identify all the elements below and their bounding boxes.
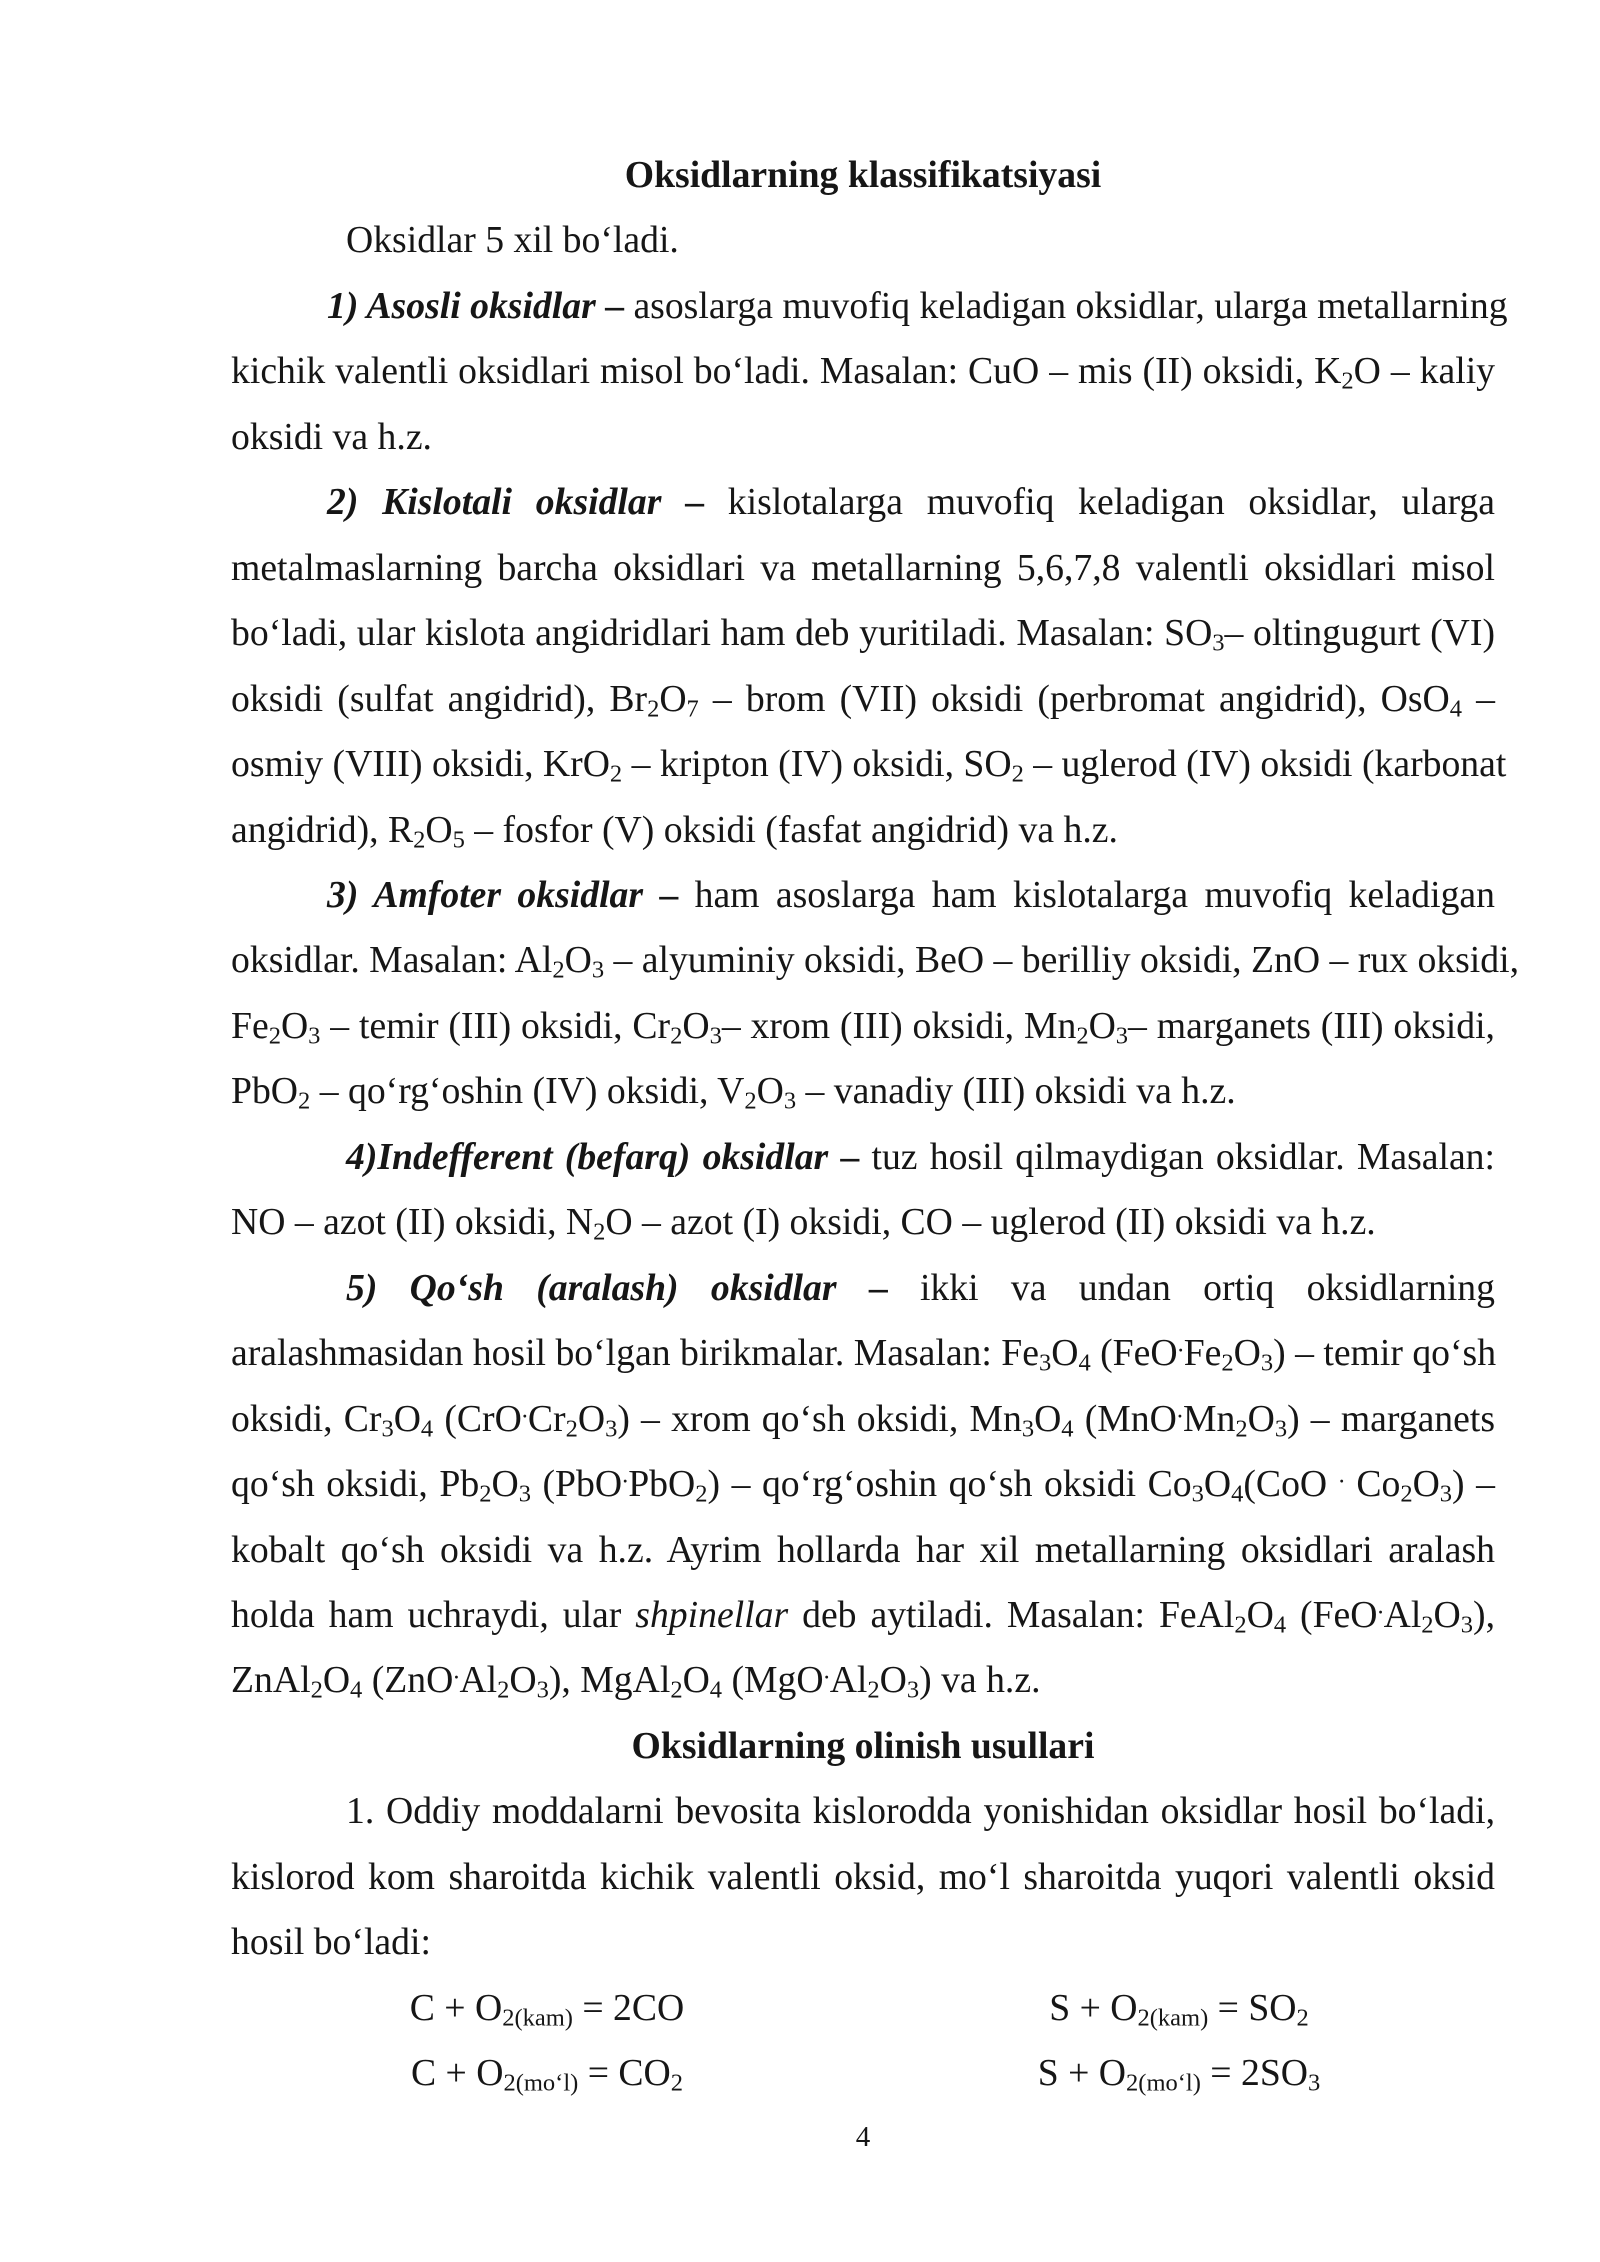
text-run: = 2SO [1200,2052,1308,2095]
text-run: PbO [231,1070,299,1113]
subscript: 2 [647,695,660,723]
text-run: – temir (III) oksidi, Cr [320,1004,671,1047]
text-line [231,1059,1495,1124]
subscript: 2 [1341,367,1354,395]
text-line [231,1518,1495,1583]
text-line [231,732,1507,797]
subscript: 3 [783,1087,797,1115]
text-run: oksidlar. Masalan: Al [231,939,553,982]
subscript: 2 [695,1480,708,1508]
subscript: 2(mo‘l) [1126,2069,1201,2097]
text-run: (ZnO [362,1659,454,1702]
text-line [863,2041,1495,2106]
text-run: – [1462,677,1495,720]
text-run: kislotalarga muvofiq keladigan oksidlar, ularga [704,481,1496,524]
text-run: metalmaslarning barcha oksidlari va metallarning 5,6,7,8 valentli oksidlari misol [231,546,1495,589]
equation-sulfur-excess-oxygen [863,2041,1495,2106]
subscript: 2 [670,1022,683,1050]
text-run: ) – xrom qo‘sh oksidi, Mn [617,1397,1022,1440]
text-run: Al [1383,1593,1422,1636]
emphasis: shpinellar [635,1593,789,1636]
paragraph-mixed-oxides [231,1256,1495,1714]
text-run: kislorod kom sharoitda kichik valentli oksid, mo‘l sharoitda yuqori valentli oksid [231,1855,1495,1898]
subscript: 2(mo‘l) [503,2069,579,2097]
subscript: 2 [1400,1480,1413,1508]
text-run: O [682,1659,710,1702]
text-run: O – kaliy [1353,350,1496,393]
text-run: ) – temir qo‘sh [1273,1332,1497,1375]
text-run: (FeO [1090,1332,1178,1375]
text-run: O [577,1397,606,1440]
subscript: 2 [565,1415,578,1442]
text-run: Cr [527,1397,566,1440]
carbon-reactions-column [231,1976,863,2107]
subscript: 3 [1191,1480,1204,1508]
text-run: O [659,677,687,720]
text-run: = 2CO [572,1986,685,2029]
text-line [231,1190,1495,1255]
text-run: (MnO [1073,1397,1177,1440]
text-line [231,470,1495,535]
text-run: (PbO [530,1463,623,1506]
text-line [231,1583,1495,1648]
text-run: ham asoslarga ham kislotalarga muvofiq keladigan [678,873,1496,916]
text-run: ) – [1452,1463,1495,1506]
text-line [231,1779,1495,1844]
text-line [231,667,1495,732]
equation-sulfur-limited-oxygen [863,1976,1495,2041]
subscript: 2 [670,1676,683,1704]
text-run: Fe [1183,1332,1222,1375]
text-line [231,1321,1495,1386]
text-run: ) va h.z. [919,1659,1041,1702]
page-number: 4 [855,2121,871,2153]
text-run: – vanadiy (III) oksidi va h.z. [796,1070,1236,1113]
subscript: 3 [518,1480,531,1508]
page-body [231,143,1520,2107]
text-run: C + O [411,2052,504,2095]
text-run: PbO [628,1463,696,1506]
paragraph-indifferent-oxides [231,1125,1495,1256]
text-run: = CO [578,2052,671,2095]
text-run: NO – azot (II) oksidi, N [231,1201,594,1244]
equation-carbon-excess-oxygen [231,2041,863,2106]
subscript: 4 [350,1676,363,1704]
text-run: hosil bo‘ladi: [231,1921,431,1964]
text-line [231,274,1508,339]
text-run: holda ham uchraydi, ular [231,1593,636,1636]
subscript: 3 [605,1415,618,1442]
term-label: 4)Indefferent (befarq) oksidlar [346,1135,829,1178]
text-run: kichik valentli oksidlari misol bo‘ladi. Masalan: CuO – mis (II) oksidi, K [231,350,1342,393]
text-run: O [1412,1463,1440,1506]
text-run: – uglerod (IV) oksidi (karbonat [1023,743,1507,786]
subscript: 3 [591,956,605,984]
text-line [231,601,1495,666]
subscript: 2 [497,1676,510,1704]
text-run: (CoO [1243,1463,1339,1506]
subscript: 2 [1076,1022,1089,1050]
subscript: 3 [1038,1349,1052,1377]
text-run: O [1203,1463,1232,1506]
text-run: oksidi, Cr [231,1397,382,1440]
superscript: . [823,1657,830,1685]
subscript: 2 [1011,760,1024,788]
text-run: (MgO [722,1659,824,1702]
subscript: 2 [268,1022,281,1050]
subscript: 3 [1308,2069,1321,2097]
text-run: (CrO [433,1397,522,1440]
sulfur-reactions-column [863,1976,1495,2107]
subscript: 2 [593,1218,606,1246]
text-run: S + O [1049,1986,1138,2029]
text-run: O [1433,1593,1461,1636]
subscript: 2(kam) [502,2004,573,2032]
text-run: S + O [1037,2052,1127,2095]
text-run: ), [1473,1593,1495,1636]
text-run: O [280,1004,309,1047]
term-dash: – [595,284,625,327]
text-run: – fosfor (V) oksidi (fasfat angidrid) va h.z. [464,808,1118,851]
text-line [231,2041,863,2106]
subscript: 4 [1449,695,1463,723]
subscript: 2 [867,1676,880,1704]
text-run: (FeO [1286,1593,1378,1636]
subscript: 2 [609,760,623,788]
text-run: – marganets (III) oksidi, [1128,1004,1495,1047]
superscript: . [453,1657,460,1685]
subscript: 2 [1296,2004,1309,2032]
subscript: 2 [552,956,565,984]
text-run: O [1051,1332,1079,1375]
subscript: 3 [1274,1415,1288,1442]
text-run: O [879,1659,907,1702]
subscript: 3 [906,1676,920,1704]
text-line [231,994,1495,1059]
text-line [231,928,1520,993]
text-run: – brom (VII) oksidi (perbromat angidrid), OsO [698,677,1450,720]
superscript: . [1338,1461,1345,1489]
text-run: ) – qo‘rg‘oshin qo‘sh oksidi Co [707,1463,1192,1506]
text-line [231,1648,1495,1713]
text-run: O [756,1070,784,1113]
text-run: Co [1344,1463,1401,1506]
text-run: – alyuminiy oksidi, BeO – berilliy oksidi, ZnO – rux oksidi, [604,939,1520,982]
term-label: 2) Kislotali oksidlar [327,481,662,524]
subscript: 2 [744,1087,757,1115]
text-run: aralashmasidan hosil bo‘lgan birikmalar. Masalan: Fe [231,1332,1039,1375]
paragraph-acidic-oxides [231,470,1507,863]
subscript: 5 [452,825,465,853]
text-line [231,863,1495,928]
subscript: 3 [709,1022,722,1050]
text-run: Al [829,1659,868,1702]
text-line [231,798,1495,863]
text-run: Mn [1182,1397,1236,1440]
subscript: 3 [1212,629,1225,657]
text-run: oksidi va h.z. [231,415,432,458]
text-run: – xrom (III) oksidi, Mn [721,1004,1077,1047]
term-label: 3) Amfoter oksidlar [327,873,644,916]
subscript: 3 [536,1676,549,1704]
text-run: ZnAl [231,1659,311,1702]
superscript: . [622,1461,629,1489]
term-dash: – [661,481,705,524]
text-run: O [425,808,453,851]
equation-carbon-limited-oxygen [231,1976,863,2041]
subscript: 2 [413,825,426,853]
subscript: 2 [1221,1349,1234,1377]
text-run: ) – marganets [1287,1397,1496,1440]
subscript: 2 [1421,1611,1434,1639]
term-label: 5) Qo‘sh (aralash) oksidlar [346,1266,837,1309]
text-run: O – azot (I) oksidi, CO – uglerod (II) oksidi va h.z. [605,1201,1376,1244]
superscript: . [1176,1396,1183,1424]
paragraph-basic-oxides [231,274,1508,470]
text-run: O [509,1659,537,1702]
subscript: 4 [1231,1480,1244,1508]
text-run: O [322,1659,351,1702]
text-line [863,1976,1495,2041]
text-run: O [393,1397,421,1440]
subscript: 2 [1234,1611,1247,1639]
subscript: 2(kam) [1137,2004,1209,2032]
subscript: 4 [1273,1611,1287,1639]
text-run: O [682,1004,710,1047]
text-run: asoslarga muvofiq keladigan oksidlar, ularga metallarning [624,284,1508,327]
superscript: . [521,1396,528,1424]
text-line [231,339,1495,404]
reaction-equations-table [231,1976,1495,2107]
subscript: 3 [1460,1611,1474,1639]
subscript: 2 [298,1087,311,1115]
text-line [231,536,1495,601]
subscript: 4 [709,1676,723,1704]
text-run: angidrid), R [231,808,414,851]
text-run: O [1034,1397,1062,1440]
text-run: ikki va undan ortiq oksidlarning [887,1266,1495,1309]
text-line [231,1910,1495,1975]
superscript: . [1377,1592,1384,1620]
term-dash: – [836,1266,888,1309]
subscript: 2 [479,1480,492,1508]
text-run: oksidi (sulfat angidrid), Br [231,677,648,720]
section-heading-classification: Oksidlarning klassifikatsiyasi [624,154,1102,196]
text-run: kobalt qo‘sh oksidi va h.z. Ayrim hollarda har xil metallarning oksidlari aralash [231,1528,1495,1571]
text-run: O [1247,1397,1275,1440]
text-run: qo‘sh oksidi, Pb [231,1463,480,1506]
text-line [231,1387,1495,1452]
text-run: – oltingugurt (VI) [1224,612,1495,655]
subscript: 4 [1061,1415,1074,1442]
text-run: C + O [409,1986,503,2029]
text-run: – qo‘rg‘oshin (IV) oksidi, V [310,1070,745,1113]
text-run: ), MgAl [548,1659,671,1702]
text-run: bo‘ladi, ular kislota angidridlari ham deb yuritiladi. Masalan: SO [231,612,1213,655]
text-run: 1. Oddiy moddalarni bevosita kislorodda yonishidan oksidlar hosil bo‘ladi, [346,1790,1495,1833]
text-run: deb aytiladi. Masalan: FeAl [788,1593,1235,1636]
text-run: Fe [231,1004,269,1047]
text-run: = SO [1208,1986,1297,2029]
subscript: 2 [310,1676,323,1704]
text-line [231,1845,1495,1910]
subscript: 2 [1235,1415,1248,1442]
subscript: 3 [381,1415,394,1442]
subscript: 3 [1260,1349,1274,1377]
section-heading-preparation: Oksidlarning olinish usullari [631,1724,1095,1767]
text-run: O [491,1463,519,1506]
subscript: 4 [420,1415,434,1442]
subscript: 4 [1078,1349,1091,1377]
superscript: . [1177,1330,1184,1358]
text-line [231,208,1495,273]
text-run: tuz hosil qilmaydigan oksidlar. Masalan: [859,1135,1495,1178]
paragraph-intro [231,208,1495,273]
subscript: 2 [670,2069,683,2097]
text-run: Al [459,1659,498,1702]
text-line [231,405,1495,470]
text-run: – kripton (IV) oksidi, SO [622,743,1012,786]
subscript: 3 [308,1022,321,1050]
text-run: osmiy (VIII) oksidi, KrO [231,743,610,786]
text-run: Oksidlar 5 xil bo‘ladi. [346,219,679,262]
paragraph-amphoteric-oxides [231,863,1520,1125]
text-line [231,1452,1495,1517]
term-dash: – [643,873,679,916]
paragraph-direct-oxidation [231,1779,1495,1975]
text-run: O [1088,1004,1116,1047]
text-line [231,1125,1495,1190]
text-run: O [564,939,592,982]
term-dash: – [828,1135,860,1178]
subscript: 3 [1021,1415,1035,1442]
text-line [231,1256,1495,1321]
text-run: O [1233,1332,1261,1375]
term-label: 1) Asosli oksidlar [327,284,596,327]
text-run: O [1246,1593,1274,1636]
subscript: 3 [1439,1480,1453,1508]
subscript: 3 [1115,1022,1129,1050]
subscript: 7 [686,695,699,723]
text-line [231,1976,863,2041]
